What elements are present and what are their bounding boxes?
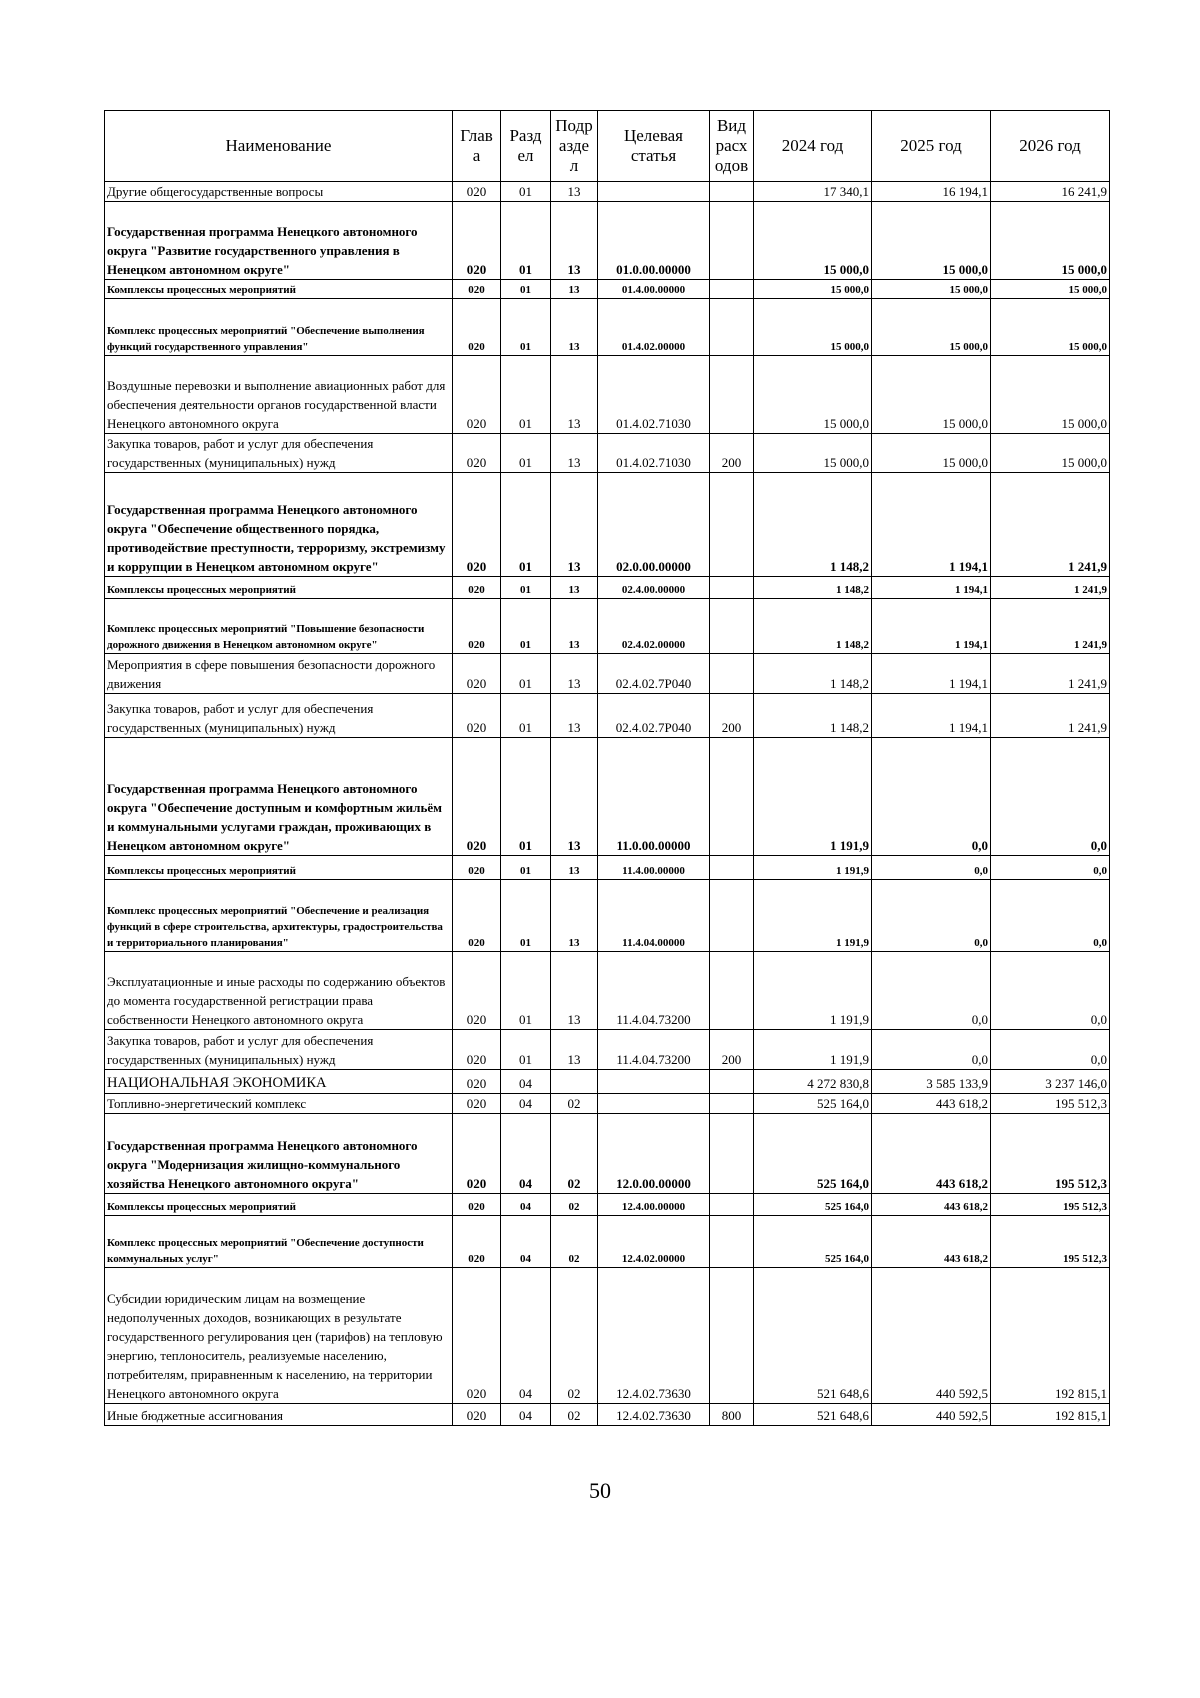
cell-section: 01 <box>501 356 551 434</box>
cell-name: Топливно-энергетический комплекс <box>105 1094 453 1114</box>
header-name: Наименование <box>105 111 453 182</box>
cell-2024: 525 164,0 <box>754 1114 872 1194</box>
cell-name: Другие общегосударственные вопросы <box>105 182 453 202</box>
cell-chapter: 020 <box>453 434 501 473</box>
cell-expense-type <box>710 1070 754 1094</box>
cell-2024: 1 148,2 <box>754 599 872 654</box>
cell-2024: 1 148,2 <box>754 694 872 738</box>
cell-name: Субсидии юридическим лицам на возмещение недополученных доходов, возникающих в результате государственного регулирования цен (тарифов) на тепловую энергию, теплоноситель, реализуемые населению, потребителям, приравненным к населению, на территории Ненецкого автономного округа <box>105 1268 453 1404</box>
table-row <box>105 694 1110 738</box>
cell-target-article: 12.4.02.73630 <box>598 1268 710 1404</box>
cell-expense-type <box>710 856 754 880</box>
cell-2025: 15 000,0 <box>872 356 991 434</box>
cell-expense-type <box>710 1094 754 1114</box>
cell-target-article: 11.0.00.00000 <box>598 738 710 856</box>
cell-2024: 525 164,0 <box>754 1216 872 1268</box>
cell-2026: 16 241,9 <box>991 182 1110 202</box>
table-row <box>105 880 1110 952</box>
cell-2026: 195 512,3 <box>991 1114 1110 1194</box>
cell-expense-type: 200 <box>710 1030 754 1070</box>
cell-target-article: 12.4.00.00000 <box>598 1194 710 1216</box>
cell-section: 01 <box>501 473 551 577</box>
cell-section: 04 <box>501 1094 551 1114</box>
cell-2024: 1 191,9 <box>754 880 872 952</box>
table-row <box>105 1404 1110 1426</box>
cell-target-article: 12.0.00.00000 <box>598 1114 710 1194</box>
cell-section: 01 <box>501 299 551 356</box>
header-year-2024: 2024 год <box>754 111 872 182</box>
cell-2024: 15 000,0 <box>754 299 872 356</box>
cell-2025: 15 000,0 <box>872 280 991 299</box>
cell-2024: 15 000,0 <box>754 202 872 280</box>
table-row <box>105 654 1110 694</box>
cell-section: 04 <box>501 1404 551 1426</box>
cell-subsection <box>551 1070 598 1094</box>
cell-2025: 0,0 <box>872 952 991 1030</box>
cell-target-article: 11.4.04.73200 <box>598 1030 710 1070</box>
cell-2025: 0,0 <box>872 856 991 880</box>
table-row <box>105 599 1110 654</box>
cell-2026: 15 000,0 <box>991 202 1110 280</box>
cell-expense-type <box>710 880 754 952</box>
cell-subsection: 13 <box>551 880 598 952</box>
cell-section: 01 <box>501 202 551 280</box>
cell-2025: 443 618,2 <box>872 1114 991 1194</box>
cell-expense-type <box>710 356 754 434</box>
cell-target-article: 11.4.00.00000 <box>598 856 710 880</box>
cell-name: Воздушные перевозки и выполнение авиационных работ для обеспечения деятельности органов государственной власти Ненецкого автономного округа <box>105 356 453 434</box>
cell-name: Государственная программа Ненецкого автономного округа "Обеспечение доступным и комфортным жильём и коммунальными услугами граждан, проживающих в Ненецком автономном округе" <box>105 738 453 856</box>
table-row <box>105 856 1110 880</box>
cell-name: Комплекс процессных мероприятий "Обеспечение доступности коммунальных услуг" <box>105 1216 453 1268</box>
cell-2024: 15 000,0 <box>754 356 872 434</box>
cell-expense-type <box>710 654 754 694</box>
cell-section: 01 <box>501 599 551 654</box>
cell-chapter: 020 <box>453 599 501 654</box>
cell-2024: 525 164,0 <box>754 1194 872 1216</box>
cell-name: Комплекс процессных мероприятий "Повышение безопасности дорожного движения в Ненецком автономном округе" <box>105 599 453 654</box>
cell-chapter: 020 <box>453 1094 501 1114</box>
cell-target-article <box>598 1094 710 1114</box>
cell-2025: 3 585 133,9 <box>872 1070 991 1094</box>
cell-2025: 15 000,0 <box>872 434 991 473</box>
table-row <box>105 1114 1110 1194</box>
cell-chapter: 020 <box>453 694 501 738</box>
cell-2025: 440 592,5 <box>872 1404 991 1426</box>
cell-target-article: 01.4.02.00000 <box>598 299 710 356</box>
cell-target-article: 01.4.00.00000 <box>598 280 710 299</box>
cell-name: Государственная программа Ненецкого автономного округа "Обеспечение общественного порядка, противодействие преступности, терроризму, экстремизму и коррупции в Ненецком автономном округе" <box>105 473 453 577</box>
cell-subsection: 02 <box>551 1216 598 1268</box>
cell-subsection: 13 <box>551 473 598 577</box>
cell-section: 01 <box>501 738 551 856</box>
cell-subsection: 13 <box>551 280 598 299</box>
cell-section: 01 <box>501 880 551 952</box>
cell-target-article: 01.0.00.00000 <box>598 202 710 280</box>
cell-subsection: 13 <box>551 599 598 654</box>
cell-section: 01 <box>501 856 551 880</box>
cell-target-article: 11.4.04.73200 <box>598 952 710 1030</box>
table-body <box>105 182 1110 1426</box>
cell-name: Иные бюджетные ассигнования <box>105 1404 453 1426</box>
cell-2025: 1 194,1 <box>872 473 991 577</box>
cell-section: 04 <box>501 1114 551 1194</box>
cell-2024: 1 191,9 <box>754 1030 872 1070</box>
cell-2026: 0,0 <box>991 856 1110 880</box>
header-subsection: Подр азде л <box>551 111 598 182</box>
cell-expense-type <box>710 1194 754 1216</box>
cell-name: Комплексы процессных мероприятий <box>105 1194 453 1216</box>
cell-expense-type <box>710 473 754 577</box>
cell-name: Эксплуатационные и иные расходы по содержанию объектов до момента государственной регистрации права собственности Ненецкого автономного округа <box>105 952 453 1030</box>
cell-chapter: 020 <box>453 856 501 880</box>
cell-2026: 1 241,9 <box>991 654 1110 694</box>
table-row <box>105 1030 1110 1070</box>
table-row <box>105 952 1110 1030</box>
cell-2025: 0,0 <box>872 738 991 856</box>
cell-name: Комплекс процессных мероприятий "Обеспечение выполнения функций государственного управления" <box>105 299 453 356</box>
cell-2025: 443 618,2 <box>872 1094 991 1114</box>
header-section: Разд ел <box>501 111 551 182</box>
cell-2024: 1 148,2 <box>754 473 872 577</box>
cell-target-article: 02.4.02.7Р040 <box>598 654 710 694</box>
header-year-2026: 2026 год <box>991 111 1110 182</box>
cell-expense-type: 200 <box>710 694 754 738</box>
cell-2024: 521 648,6 <box>754 1268 872 1404</box>
cell-subsection: 02 <box>551 1094 598 1114</box>
table-row <box>105 1216 1110 1268</box>
table-row <box>105 434 1110 473</box>
cell-subsection: 13 <box>551 856 598 880</box>
cell-section: 01 <box>501 280 551 299</box>
cell-chapter: 020 <box>453 738 501 856</box>
table-row <box>105 1268 1110 1404</box>
cell-2025: 443 618,2 <box>872 1216 991 1268</box>
cell-2026: 1 241,9 <box>991 577 1110 599</box>
cell-chapter: 020 <box>453 952 501 1030</box>
cell-name: Мероприятия в сфере повышения безопасности дорожного движения <box>105 654 453 694</box>
cell-2025: 1 194,1 <box>872 654 991 694</box>
table-row <box>105 473 1110 577</box>
cell-subsection: 13 <box>551 1030 598 1070</box>
table-row <box>105 1094 1110 1114</box>
cell-section: 01 <box>501 1030 551 1070</box>
cell-expense-type <box>710 952 754 1030</box>
cell-subsection: 13 <box>551 952 598 1030</box>
cell-2026: 15 000,0 <box>991 434 1110 473</box>
cell-name: Комплекс процессных мероприятий "Обеспечение и реализация функций в сфере строительства, архитектуры, градостроительства и территориального планирования" <box>105 880 453 952</box>
cell-chapter: 020 <box>453 1404 501 1426</box>
cell-chapter: 020 <box>453 1268 501 1404</box>
cell-2025: 440 592,5 <box>872 1268 991 1404</box>
cell-2024: 15 000,0 <box>754 434 872 473</box>
cell-chapter: 020 <box>453 473 501 577</box>
cell-expense-type <box>710 1216 754 1268</box>
cell-2025: 16 194,1 <box>872 182 991 202</box>
budget-table <box>104 110 1110 1426</box>
cell-2025: 15 000,0 <box>872 202 991 280</box>
cell-2025: 0,0 <box>872 1030 991 1070</box>
cell-2024: 17 340,1 <box>754 182 872 202</box>
cell-2025: 1 194,1 <box>872 694 991 738</box>
cell-2026: 0,0 <box>991 1030 1110 1070</box>
cell-2026: 195 512,3 <box>991 1216 1110 1268</box>
cell-2026: 3 237 146,0 <box>991 1070 1110 1094</box>
cell-target-article <box>598 1070 710 1094</box>
cell-chapter: 020 <box>453 1194 501 1216</box>
cell-name: Закупка товаров, работ и услуг для обеспечения государственных (муниципальных) нужд <box>105 694 453 738</box>
page-number: 50 <box>589 1478 611 1503</box>
cell-2026: 15 000,0 <box>991 280 1110 299</box>
table-row <box>105 202 1110 280</box>
cell-name: Закупка товаров, работ и услуг для обеспечения государственных (муниципальных) нужд <box>105 1030 453 1070</box>
cell-section: 01 <box>501 654 551 694</box>
cell-name: Комплексы процессных мероприятий <box>105 856 453 880</box>
cell-2025: 1 194,1 <box>872 599 991 654</box>
cell-2024: 1 191,9 <box>754 738 872 856</box>
cell-name: Государственная программа Ненецкого автономного округа "Развитие государственного управления в Ненецком автономном округе" <box>105 202 453 280</box>
cell-subsection: 13 <box>551 738 598 856</box>
table-row <box>105 738 1110 856</box>
cell-2024: 1 148,2 <box>754 654 872 694</box>
cell-2026: 1 241,9 <box>991 694 1110 738</box>
cell-2024: 525 164,0 <box>754 1094 872 1114</box>
cell-2025: 1 194,1 <box>872 577 991 599</box>
cell-2024: 1 191,9 <box>754 856 872 880</box>
cell-chapter: 020 <box>453 182 501 202</box>
cell-2024: 4 272 830,8 <box>754 1070 872 1094</box>
cell-2026: 0,0 <box>991 880 1110 952</box>
cell-2024: 15 000,0 <box>754 280 872 299</box>
cell-name: Государственная программа Ненецкого автономного округа "Модернизация жилищно-коммунального хозяйства Ненецкого автономного округа" <box>105 1114 453 1194</box>
cell-expense-type <box>710 738 754 856</box>
cell-section: 01 <box>501 694 551 738</box>
cell-name: НАЦИОНАЛЬНАЯ ЭКОНОМИКА <box>105 1070 453 1094</box>
cell-chapter: 020 <box>453 202 501 280</box>
cell-2025: 443 618,2 <box>872 1194 991 1216</box>
table-row <box>105 356 1110 434</box>
cell-expense-type <box>710 299 754 356</box>
cell-subsection: 13 <box>551 434 598 473</box>
cell-section: 04 <box>501 1070 551 1094</box>
cell-2026: 15 000,0 <box>991 299 1110 356</box>
header-expense-type: Вид расх одов <box>710 111 754 182</box>
cell-target-article: 02.4.02.7Р040 <box>598 694 710 738</box>
cell-chapter: 020 <box>453 577 501 599</box>
cell-target-article: 01.4.02.71030 <box>598 356 710 434</box>
cell-target-article: 02.0.00.00000 <box>598 473 710 577</box>
header-year-2025: 2025 год <box>872 111 991 182</box>
cell-name: Закупка товаров, работ и услуг для обеспечения государственных (муниципальных) нужд <box>105 434 453 473</box>
cell-chapter: 020 <box>453 880 501 952</box>
cell-expense-type <box>710 599 754 654</box>
cell-subsection: 13 <box>551 182 598 202</box>
cell-expense-type <box>710 182 754 202</box>
cell-name: Комплексы процессных мероприятий <box>105 280 453 299</box>
cell-2024: 1 148,2 <box>754 577 872 599</box>
table-row <box>105 182 1110 202</box>
cell-2025: 15 000,0 <box>872 299 991 356</box>
cell-section: 04 <box>501 1268 551 1404</box>
cell-expense-type <box>710 577 754 599</box>
table-row <box>105 299 1110 356</box>
cell-2026: 195 512,3 <box>991 1194 1110 1216</box>
cell-2025: 0,0 <box>872 880 991 952</box>
cell-subsection: 02 <box>551 1268 598 1404</box>
cell-section: 04 <box>501 1216 551 1268</box>
cell-chapter: 020 <box>453 654 501 694</box>
cell-target-article: 11.4.04.00000 <box>598 880 710 952</box>
budget-page <box>104 110 1109 1426</box>
cell-subsection: 02 <box>551 1114 598 1194</box>
table-row <box>105 1194 1110 1216</box>
cell-2024: 521 648,6 <box>754 1404 872 1426</box>
cell-expense-type <box>710 1268 754 1404</box>
cell-section: 01 <box>501 577 551 599</box>
cell-expense-type: 200 <box>710 434 754 473</box>
table-row <box>105 577 1110 599</box>
cell-2026: 1 241,9 <box>991 599 1110 654</box>
cell-subsection: 13 <box>551 356 598 434</box>
cell-subsection: 13 <box>551 654 598 694</box>
cell-2026: 15 000,0 <box>991 356 1110 434</box>
cell-subsection: 13 <box>551 577 598 599</box>
cell-section: 01 <box>501 182 551 202</box>
header-target-article: Целевая статья <box>598 111 710 182</box>
cell-chapter: 020 <box>453 1070 501 1094</box>
cell-section: 01 <box>501 434 551 473</box>
cell-2026: 0,0 <box>991 738 1110 856</box>
cell-subsection: 13 <box>551 694 598 738</box>
cell-expense-type <box>710 1114 754 1194</box>
cell-section: 01 <box>501 952 551 1030</box>
cell-2024: 1 191,9 <box>754 952 872 1030</box>
cell-chapter: 020 <box>453 1030 501 1070</box>
cell-target-article: 12.4.02.00000 <box>598 1216 710 1268</box>
cell-chapter: 020 <box>453 1216 501 1268</box>
cell-subsection: 13 <box>551 299 598 356</box>
cell-subsection: 02 <box>551 1404 598 1426</box>
table-row <box>105 280 1110 299</box>
cell-2026: 1 241,9 <box>991 473 1110 577</box>
cell-2026: 0,0 <box>991 952 1110 1030</box>
cell-expense-type: 800 <box>710 1404 754 1426</box>
cell-2026: 192 815,1 <box>991 1404 1110 1426</box>
cell-2026: 192 815,1 <box>991 1268 1110 1404</box>
cell-subsection: 02 <box>551 1194 598 1216</box>
header-chapter: Глав а <box>453 111 501 182</box>
cell-target-article: 02.4.02.00000 <box>598 599 710 654</box>
table-header-row <box>105 111 1110 182</box>
cell-2026: 195 512,3 <box>991 1094 1110 1114</box>
cell-chapter: 020 <box>453 356 501 434</box>
cell-target-article: 12.4.02.73630 <box>598 1404 710 1426</box>
cell-subsection: 13 <box>551 202 598 280</box>
cell-target-article: 01.4.02.71030 <box>598 434 710 473</box>
cell-chapter: 020 <box>453 1114 501 1194</box>
cell-target-article: 02.4.00.00000 <box>598 577 710 599</box>
table-row <box>105 1070 1110 1094</box>
cell-chapter: 020 <box>453 280 501 299</box>
cell-expense-type <box>710 280 754 299</box>
cell-section: 04 <box>501 1194 551 1216</box>
cell-name: Комплексы процессных мероприятий <box>105 577 453 599</box>
cell-chapter: 020 <box>453 299 501 356</box>
cell-expense-type <box>710 202 754 280</box>
cell-target-article <box>598 182 710 202</box>
